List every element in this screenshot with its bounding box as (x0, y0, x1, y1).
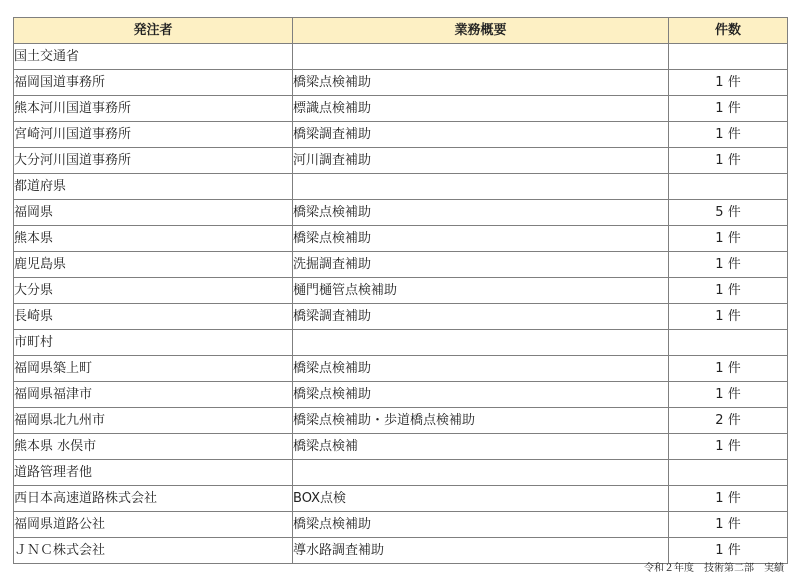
category-row (14, 174, 788, 200)
header-row (14, 18, 788, 44)
work-cell: 橋梁点検補 (293, 434, 669, 460)
work-cell: 橋梁調査補助 (293, 304, 669, 330)
count-cell: 1 件 (669, 148, 788, 174)
client-cell: 大分河川国道事務所 (14, 148, 293, 174)
count-cell: 1 件 (669, 382, 788, 408)
table-row (14, 200, 788, 226)
table-row (14, 226, 788, 252)
count-cell (669, 330, 788, 356)
work-cell: 橋梁点検補助 (293, 356, 669, 382)
count-cell: 1 件 (669, 538, 788, 564)
work-cell: 洗掘調査補助 (293, 252, 669, 278)
footer-note: 令和２年度 技術第二部 実績 (644, 563, 784, 574)
work-cell: BOX点検 (293, 486, 669, 512)
work-cell: 橋梁点検補助・歩道橋点検補助 (293, 408, 669, 434)
work-cell: 橋梁点検補助 (293, 70, 669, 96)
client-cell: 福岡県 (14, 200, 293, 226)
client-cell: 福岡国道事務所 (14, 70, 293, 96)
work-cell (293, 174, 669, 200)
work-cell: 導水路調査補助 (293, 538, 669, 564)
count-cell: 1 件 (669, 252, 788, 278)
work-cell: 標識点検補助 (293, 96, 669, 122)
table-row (14, 356, 788, 382)
count-cell (669, 44, 788, 70)
category-label: 国土交通省 (14, 44, 293, 70)
work-cell: 橋梁調査補助 (293, 122, 669, 148)
category-row (14, 460, 788, 486)
client-cell: 西日本高速道路株式会社 (14, 486, 293, 512)
client-cell: 宮崎河川国道事務所 (14, 122, 293, 148)
header-count: 件数 (669, 18, 788, 44)
count-cell: 1 件 (669, 226, 788, 252)
table-row (14, 96, 788, 122)
count-cell (669, 174, 788, 200)
count-cell: 1 件 (669, 434, 788, 460)
header-work: 業務概要 (293, 18, 669, 44)
client-cell: 福岡県北九州市 (14, 408, 293, 434)
work-cell (293, 330, 669, 356)
count-cell: 1 件 (669, 486, 788, 512)
count-cell (669, 460, 788, 486)
work-cell: 橋梁点検補助 (293, 512, 669, 538)
client-cell: 大分県 (14, 278, 293, 304)
work-cell: 樋門樋管点検補助 (293, 278, 669, 304)
results-table (13, 17, 788, 564)
table-row (14, 304, 788, 330)
count-cell: 1 件 (669, 70, 788, 96)
client-cell: 長崎県 (14, 304, 293, 330)
count-cell: 1 件 (669, 356, 788, 382)
table-row (14, 148, 788, 174)
count-cell: 5 件 (669, 200, 788, 226)
count-cell: 1 件 (669, 122, 788, 148)
client-cell: 福岡県築上町 (14, 356, 293, 382)
client-cell: 熊本県 水俣市 (14, 434, 293, 460)
category-label: 道路管理者他 (14, 460, 293, 486)
category-label: 都道府県 (14, 174, 293, 200)
client-cell: 福岡県道路公社 (14, 512, 293, 538)
table-row (14, 278, 788, 304)
work-cell (293, 460, 669, 486)
category-label: 市町村 (14, 330, 293, 356)
work-cell: 河川調査補助 (293, 148, 669, 174)
table-row (14, 382, 788, 408)
client-cell: 熊本県 (14, 226, 293, 252)
table-row (14, 512, 788, 538)
client-cell: 福岡県福津市 (14, 382, 293, 408)
category-row (14, 44, 788, 70)
table-row (14, 538, 788, 564)
table-row (14, 252, 788, 278)
work-cell: 橋梁点検補助 (293, 382, 669, 408)
category-row (14, 330, 788, 356)
table-row (14, 408, 788, 434)
count-cell: 1 件 (669, 278, 788, 304)
client-cell: 熊本河川国道事務所 (14, 96, 293, 122)
count-cell: 1 件 (669, 304, 788, 330)
client-cell: ＪＮＣ株式会社 (14, 538, 293, 564)
table-row (14, 122, 788, 148)
work-cell: 橋梁点検補助 (293, 226, 669, 252)
count-cell: 2 件 (669, 408, 788, 434)
work-cell: 橋梁点検補助 (293, 200, 669, 226)
table-row (14, 70, 788, 96)
count-cell: 1 件 (669, 96, 788, 122)
header-client: 発注者 (14, 18, 293, 44)
client-cell: 鹿児島県 (14, 252, 293, 278)
table-row (14, 434, 788, 460)
count-cell: 1 件 (669, 512, 788, 538)
table-row (14, 486, 788, 512)
work-cell (293, 44, 669, 70)
